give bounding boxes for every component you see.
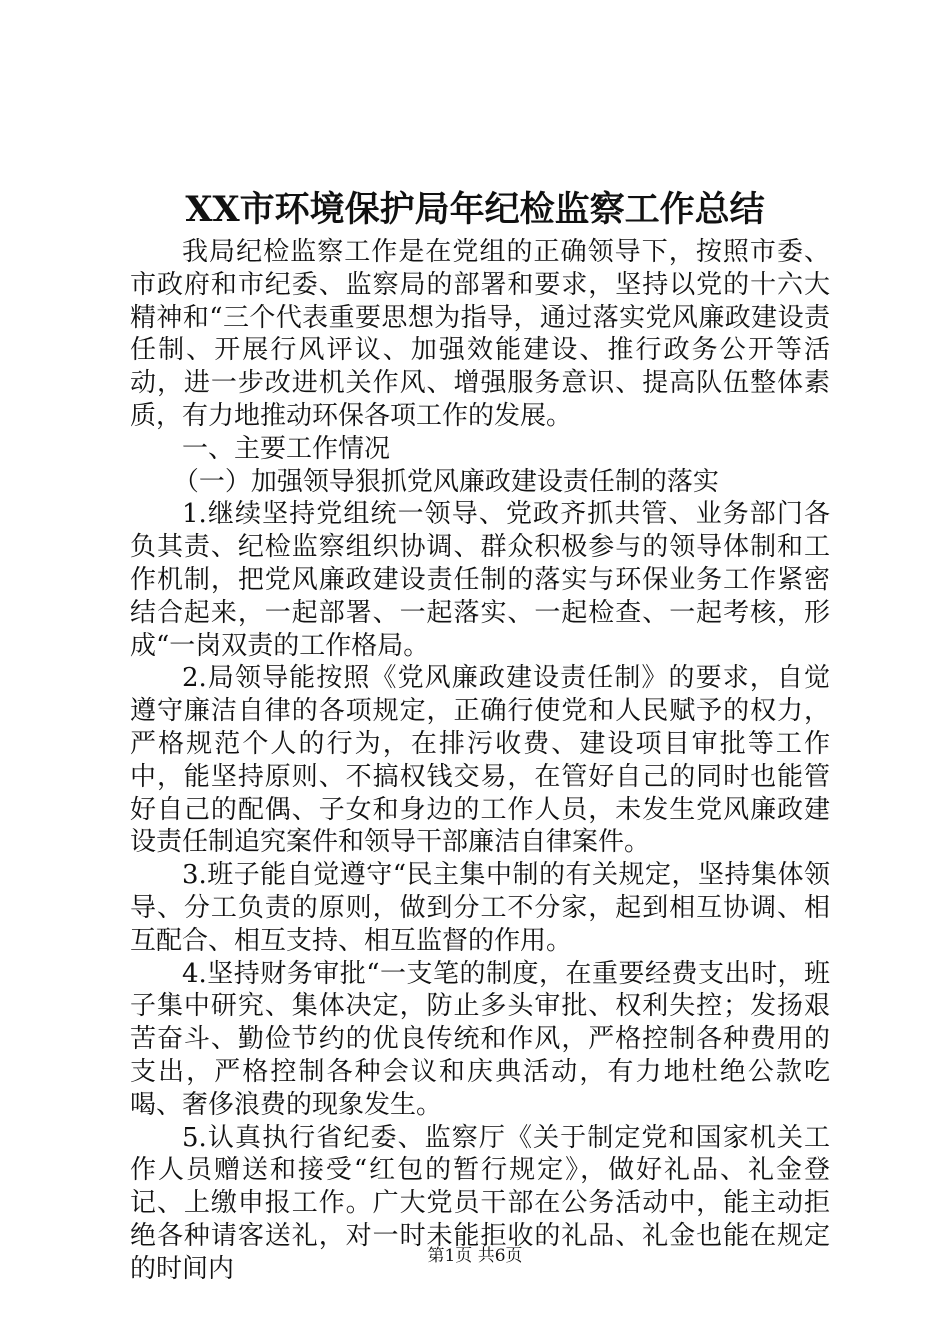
document-title: XX市环境保护局年纪检监察工作总结 [185,189,765,230]
page-number-footer: 第1页 共6页 [427,1246,523,1266]
list-item: 4.坚持财务审批“一支笔的制度，在重要经费支出时，班子集中研究、集体决定，防止多头审批、权利失控；发扬艰苦奋斗、勤俭节约的优良传统和作风，严格控制各种费用的支出，严格控制各种会议和庆典活动，有力地杜绝公款吃喝、奢侈浪费的现象发生。 [130,958,830,1120]
document-body [130,236,830,1286]
list-item: 3.班子能自觉遵守“民主集中制的有关规定，坚持集体领导、分工负责的原则，做到分工不分家，起到相互协调、相互配合、相互支持、相互监督的作用。 [130,860,830,956]
list-item: 1.继续坚持党组统一领导、党政齐抓共管、业务部门各负其责、纪检监察组织协调、群众积极参与的领导体制和工作机制，把党风廉政建设责任制的落实与环保业务工作紧密结合起来，一起部署、一起落实、一起检查、一起考核，形成“一岗双责的工作格局。 [130,499,830,661]
intro-paragraph: 我局纪检监察工作是在党组的正确领导下，按照市委、市政府和市纪委、监察局的部署和要求，坚持以党的十六大精神和“三个代表重要思想为指导，通过落实党风廉政建设责任制、开展行风评议、加强效能建设、推行政务公开等活动，进一步改进机关作风、增强服务意识、提高队伍整体素质，有力地推动环保各项工作的发展。 [130,237,830,431]
list-item: 2.局领导能按照《党风廉政建设责任制》的要求，自觉遵守廉洁自律的各项规定，正确行使党和人民赋予的权力，严格规范个人的行为，在排污收费、建设项目审批等工作中，能坚持原则、不搞权钱交易，在管好自己的同时也能管好自己的配偶、子女和身边的工作人员，未发生党风廉政建设责任制追究案件和领导干部廉洁自律案件。 [130,663,830,858]
subsection-heading: （一）加强领导狠抓党风廉政建设责任制的落实 [172,466,719,497]
section-heading: 一、主要工作情况 [182,433,391,464]
list-item: 5.认真执行省纪委、监察厅《关于制定党和国家机关工作人员赠送和接受“红包的暂行规定》，做好礼品、礼金登记、上缴申报工作。广大党员干部在公务活动中，能主动拒绝各种请客送礼，对一时未能拒收的礼品、礼金也能在规定的时间内 [130,1122,830,1284]
